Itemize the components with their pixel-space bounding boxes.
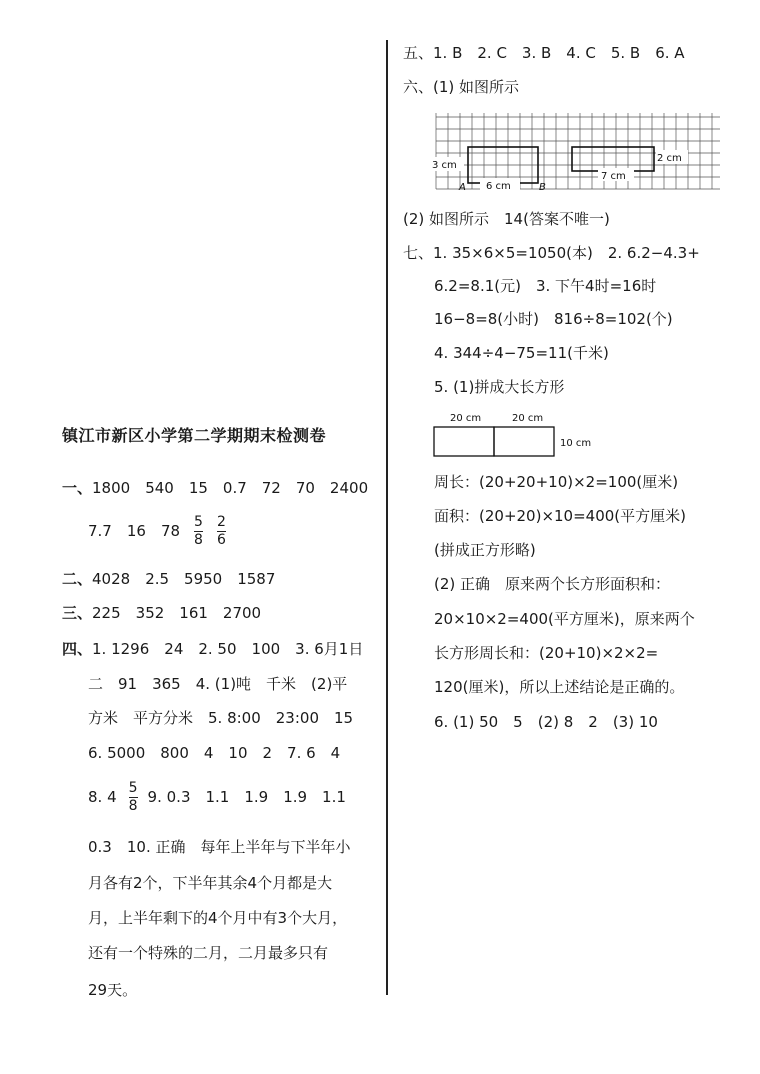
q4-line6: 0.3 10. 正确 每年上半年与下半年小: [88, 838, 351, 856]
q7-line5: 5. (1)拼成大长方形: [434, 378, 565, 396]
q4-line5: 8. 4 $\frac{5}{8}$ 9. 0.3 1.1 1.9 1.9 1.1: [88, 780, 346, 814]
q6-part2: (2) 如图所示 14(答案不唯一): [403, 210, 610, 228]
q4-line4: 6. 5000 800 4 10 2 7. 6 4: [88, 744, 341, 762]
label-point-b: B: [539, 182, 546, 192]
q5-answers: 五、1. B 2. C 3. B 4. C 5. B 6. A: [403, 44, 685, 62]
q2-answers: 二、4028 2.5 5950 1587: [62, 570, 276, 588]
label-right-height: 2 cm: [657, 153, 682, 164]
q7-line10: 20×10×2=400(平方厘米)，原来两个: [434, 610, 695, 628]
q4-line1: 四、1. 1296 24 2. 50 100 3. 6月1日: [62, 640, 364, 658]
q7-line4: 4. 344÷4−75=11(千米): [434, 344, 609, 362]
exam-title: 镇江市新区小学第二学期期末检测卷: [62, 426, 327, 445]
label-left-height: 3 cm: [432, 160, 457, 171]
q7-line12: 120(厘米)，所以上述结论是正确的。: [434, 678, 685, 696]
q7-line8: (拼成正方形略): [434, 541, 536, 559]
grid-diagram: [430, 110, 724, 192]
right-rectangle: [494, 427, 554, 456]
q6-part1: 六、(1) 如图所示: [403, 78, 520, 96]
label-bottom-width: 6 cm: [486, 181, 511, 192]
label-point-a: A: [459, 182, 466, 192]
q4-line9: 还有一个特殊的二月，二月最多只有: [88, 944, 329, 962]
fraction-five-eighths: $\frac{5}{8}$: [194, 514, 203, 548]
q4-line2: 二 91 365 4. (1)吨 千米 (2)平: [88, 675, 348, 693]
column-divider: [386, 40, 388, 995]
fraction-two-sixths: $\frac{2}{6}$: [216, 514, 226, 548]
q7-line7: 面积：(20+20)×10=400(平方厘米): [434, 507, 687, 525]
q7-line1: 七、1. 35×6×5=1050(本) 2. 6.2−4.3+: [403, 244, 700, 262]
q3-answers: 三、225 352 161 2700: [62, 604, 262, 622]
q7-line2: 6.2=8.1(元) 3. 下午4时=16时: [434, 277, 657, 295]
label-width-2: 20 cm: [512, 413, 544, 424]
q7-line11: 长方形周长和：(20+10)×2×2=: [434, 644, 659, 662]
label-height: 10 cm: [560, 438, 592, 449]
q4-line8: 月，上半年剩下的4个月中有3个大月，: [88, 909, 348, 927]
q7-line3: 16−8=8(小时) 816÷8=102(个): [434, 310, 673, 328]
rectangle-diagram: [430, 408, 600, 460]
q7-line6: 周长：(20+20+10)×2=100(厘米): [434, 473, 679, 491]
label-right-width: 7 cm: [601, 171, 626, 182]
q1-answers: 一、1800 540 15 0.7 72 70 2400: [62, 479, 369, 497]
q4-line3: 方米 平方分米 5. 8:00 23:00 15: [88, 709, 354, 727]
q1-answers-line2: 7.7 16 78 $\frac{5}{8}$ $\frac{2}{6}$: [88, 514, 226, 548]
q4-line7: 月各有2个，下半年其余4个月都是大: [88, 874, 333, 892]
fraction-five-eighths-2: $\frac{5}{8}$: [128, 780, 138, 814]
q7-line13: 6. (1) 50 5 (2) 8 2 (3) 10: [434, 713, 658, 731]
q7-line9: (2) 正确 原来两个长方形面积和：: [434, 575, 671, 593]
q4-line10: 29天。: [88, 981, 138, 999]
label-width-1: 20 cm: [450, 413, 482, 424]
rectangle-b: [572, 147, 654, 171]
left-rectangle: [434, 427, 494, 456]
